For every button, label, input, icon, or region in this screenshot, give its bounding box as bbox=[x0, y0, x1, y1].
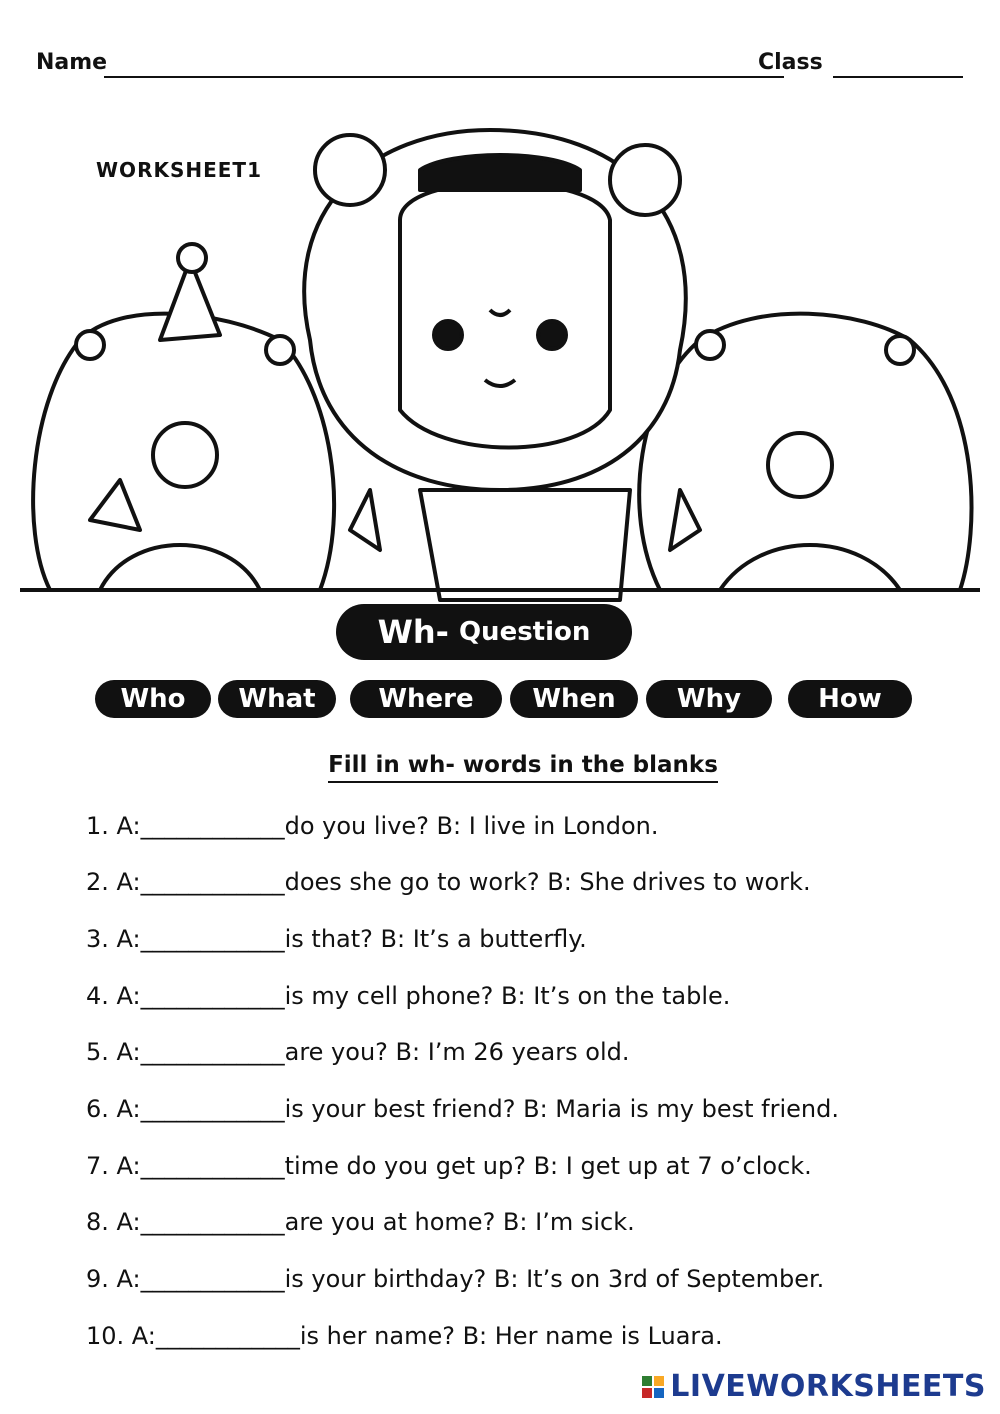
class-label: Class bbox=[758, 50, 823, 75]
wh-word-how[interactable]: How bbox=[788, 680, 912, 718]
logo-square-4 bbox=[654, 1388, 664, 1398]
wh-word-when[interactable]: When bbox=[510, 680, 638, 718]
instruction bbox=[0, 752, 1000, 778]
right-bear-icon bbox=[639, 314, 971, 590]
question-2[interactable]: 2. A:____________does she go to work? B: She drives to work. bbox=[86, 868, 811, 896]
question-3[interactable]: 3. A:____________is that? B: It’s a butterfly. bbox=[86, 925, 587, 953]
question-10[interactable]: 10. A:____________is her name? B: Her name is Luara. bbox=[86, 1322, 723, 1350]
name-field[interactable] bbox=[104, 76, 784, 78]
logo-text: LIVEWORKSHEETS bbox=[670, 1369, 986, 1404]
wh-word-where[interactable]: Where bbox=[350, 680, 502, 718]
logo-icon bbox=[642, 1376, 664, 1398]
banner-sub: Question bbox=[458, 617, 591, 647]
question-7[interactable]: 7. A:____________time do you get up? B: I get up at 7 o’clock. bbox=[86, 1152, 812, 1180]
wh-word-bank bbox=[0, 680, 1000, 720]
wh-question-banner bbox=[336, 604, 632, 660]
question-9[interactable]: 9. A:____________is your birthday? B: It’s on 3rd of September. bbox=[86, 1265, 825, 1293]
header bbox=[36, 50, 964, 82]
logo-square-2 bbox=[654, 1376, 664, 1386]
wh-word-what[interactable]: What bbox=[218, 680, 336, 718]
question-4[interactable]: 4. A:____________is my cell phone? B: It’s on the table. bbox=[86, 982, 731, 1010]
logo-square-3 bbox=[642, 1388, 652, 1398]
question-1[interactable]: 1. A:____________do you live? B: I live in London. bbox=[86, 812, 659, 840]
question-5[interactable]: 5. A:____________are you? B: I’m 26 years old. bbox=[86, 1038, 630, 1066]
banner-main: Wh- bbox=[377, 613, 449, 651]
instruction-text: Fill in wh- words in the blanks bbox=[328, 752, 718, 783]
question-8[interactable]: 8. A:____________are you at home? B: I’m sick. bbox=[86, 1208, 635, 1236]
name-label: Name bbox=[36, 50, 108, 75]
wh-word-why[interactable]: Why bbox=[646, 680, 772, 718]
wh-word-who[interactable]: Who bbox=[95, 680, 211, 718]
liveworksheets-logo bbox=[642, 1369, 986, 1404]
worksheet-title: WORKSHEET1 bbox=[96, 158, 262, 182]
left-bear-icon bbox=[33, 244, 334, 590]
panda-girl-and-bears-illustration bbox=[20, 110, 980, 610]
question-6[interactable]: 6. A:____________is your best friend? B: Maria is my best friend. bbox=[86, 1095, 839, 1123]
class-field[interactable] bbox=[833, 76, 963, 78]
logo-square-1 bbox=[642, 1376, 652, 1386]
